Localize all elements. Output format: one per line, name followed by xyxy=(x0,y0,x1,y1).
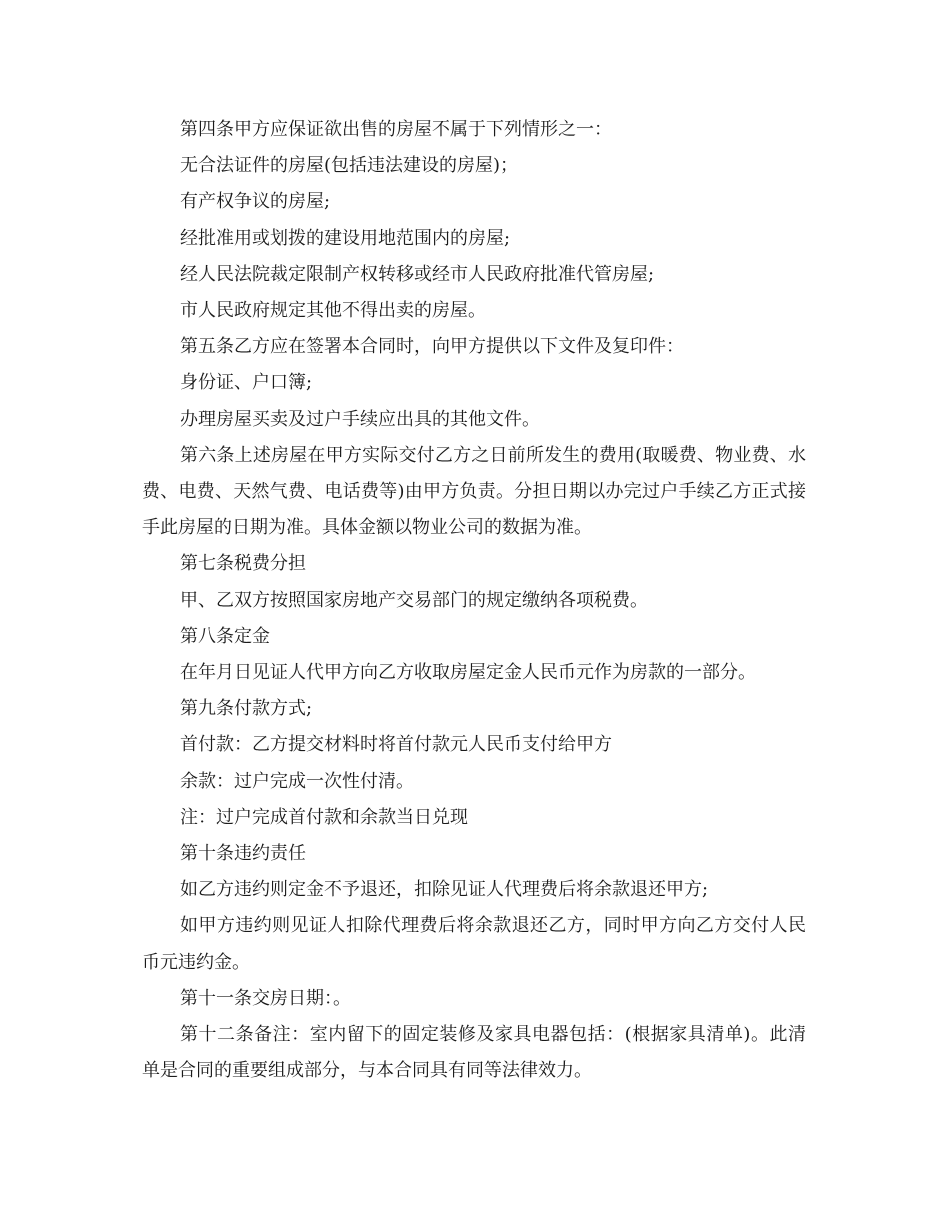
article-9-heading: 第九条付款方式; xyxy=(180,698,313,720)
list-item: 经人民法院裁定限制产权转移或经市人民政府批准代管房屋; xyxy=(180,263,655,285)
list-item: 办理房屋买卖及过户手续应出具的其他文件。 xyxy=(180,408,540,430)
article-11-paragraph: 第十一条交房日期：。 xyxy=(180,987,351,1009)
list-item: 如甲方违约则见证人扣除代理费后将余款退还乙方，同时甲方向乙方交付人民币元违约金。 xyxy=(142,915,806,973)
list-item: 余款：过户完成一次性付清。 xyxy=(180,770,414,792)
article-8-heading: 第八条定金 xyxy=(180,625,270,647)
list-item: 市人民政府规定其他不得出卖的房屋。 xyxy=(180,300,486,322)
article-12-paragraph: 第十二条备注：室内留下的固定装修及家具电器包括：(根据家具清单)。此清单是合同的重要组成部分，与本合同具有同等法律效力。 xyxy=(142,1024,806,1082)
article-7-paragraph: 甲、乙双方按照国家房地产交易部门的规定缴纳各项税费。 xyxy=(180,589,648,611)
list-item: 首付款：乙方提交材料时将首付款元人民币支付给甲方 xyxy=(180,734,612,756)
article-7-heading: 第七条税费分担 xyxy=(180,553,306,575)
list-item: 经批准用或划拨的建设用地范围内的房屋; xyxy=(180,227,511,249)
article-8-paragraph: 在年月日见证人代甲方向乙方收取房屋定金人民币元作为房款的一部分。 xyxy=(180,662,756,684)
document-body xyxy=(142,112,806,1089)
article-5-heading: 第五条乙方应在签署本合同时，向甲方提供以下文件及复印件： xyxy=(180,336,684,358)
list-item: 身份证、户口簿; xyxy=(180,372,313,394)
article-6-paragraph: 第六条上述房屋在甲方实际交付乙方之日前所发生的费用(取暖费、物业费、水费、电费、天然气费、电话费等)由甲方负责。分担日期以办完过户手续乙方正式接手此房屋的日期为准。具体金额以物业公司的数据为准。 xyxy=(142,444,806,539)
article-10-heading: 第十条违约责任 xyxy=(180,843,306,865)
article-4-heading: 第四条甲方应保证欲出售的房屋不属于下列情形之一： xyxy=(180,119,612,140)
list-item: 有产权争议的房屋; xyxy=(180,191,331,213)
note-paragraph: 注：过户完成首付款和余款当日兑现 xyxy=(180,806,468,828)
list-item: 如乙方违约则定金不予退还，扣除见证人代理费后将余款退还甲方; xyxy=(180,879,709,901)
list-item: 无合法证件的房屋(包括违法建设的房屋)； xyxy=(180,155,519,177)
